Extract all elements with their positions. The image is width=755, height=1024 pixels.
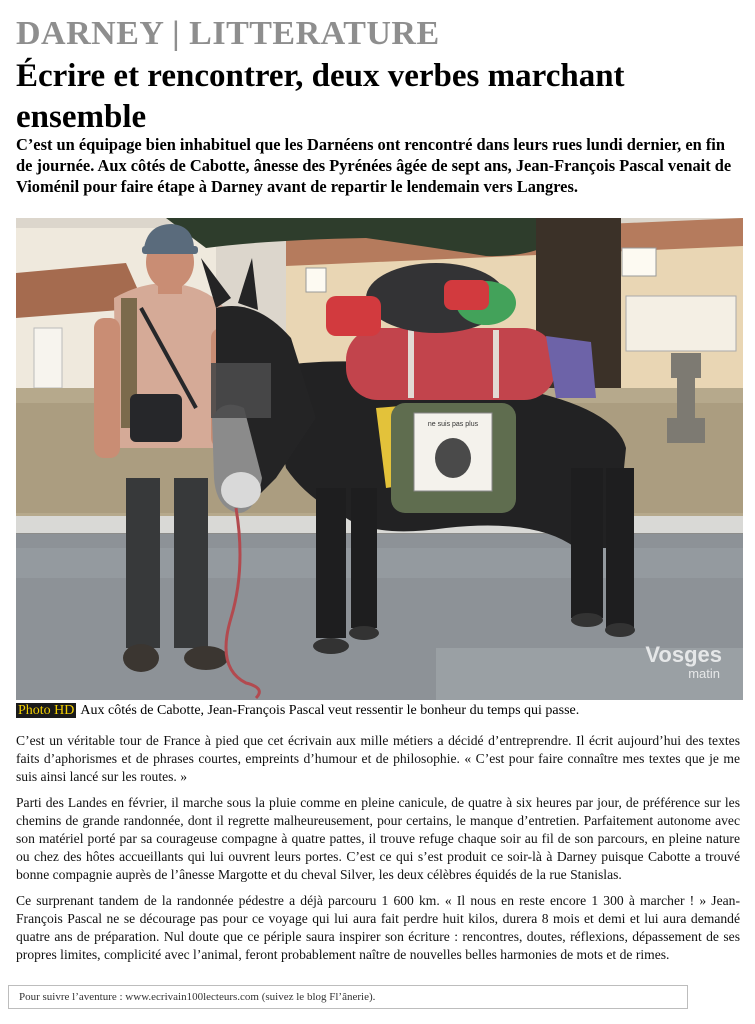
photo-sign-text: ne suis pas plus xyxy=(427,421,479,428)
footer-note: Pour suivre l’aventure : www.ecrivain100lecteurs.com (suivez le blog Fl’ânerie). xyxy=(8,985,688,1009)
photo-hd-tag[interactable]: Photo HD xyxy=(18,703,75,718)
article-paragraph: C’est un véritable tour de France à pied que cet écrivain aux mille métiers a décidé d’entreprendre. Il écrit aujourd’hui des textes faits d’aphorismes et de phrases courtes, empreints d’humour et de philosophie. « C’est pour faire connaître mes textes que je me suis ainsi lancé sur les routes. » xyxy=(16,733,740,784)
photo-watermark-brand: Vosges xyxy=(645,642,722,667)
section-kicker: DARNEY | LITTERATURE xyxy=(16,15,440,52)
article-paragraph: Ce surprenant tandem de la randonnée pédestre a déjà parcouru 1 600 km. « Il nous en reste encore 1 300 à marcher ! » Jean-François Pascal ne se décourage pas pour ce voyage qui lui aura fait perdre huit kilos, durera 8 mois et demi et lui aura demandé quatre ans de préparation. Nul doute que ce périple saura inspirer son écriture : rencontres, doutes, réflexions, dépassement de ses propres limites, complicité avec l’animal, feront probablement naître de nouvelles belles harmonies de mots et de rimes. xyxy=(16,893,740,962)
article-paragraph: Parti des Landes en février, il marche sous la pluie comme en pleine canicule, de quatre à six heures par jour, de préférence sur les chemins de grande randonnée, dont il regrette malheureusement, pour certains, le manque d’entretien. Parfaitement autonome avec son matériel porté par sa courageuse compagne à quatre pattes, il trouve refuge chaque soir au fil de son parcours, en pleine nature ou chez des hôtes accueillants qui lui ouvrent leurs portes. C’est ce qui s’est produit ce soir-là à Darney puisque Cabotte a trouvé bonne compagnie auprès de l’ânesse Margotte et du cheval Silver, les deux célèbres équidés de la rue Stanislas. xyxy=(16,795,740,882)
article-lead: C’est un équipage bien inhabituel que les Darnéens ont rencontré dans leurs rues lundi dernier, en fin de journée. Aux côtés de Cabotte, ânesse des Pyrénées âgée de sept ans, Jean-François Pascal venait de Vioménil pour faire étape à Darney avant de repartir le lendemain vers Langres. xyxy=(16,135,732,196)
photo-caption xyxy=(16,702,746,720)
photo-caption-text: Aux côtés de Cabotte, Jean-François Pascal veut ressentir le bonheur du temps qui passe. xyxy=(80,703,580,718)
article-body xyxy=(16,732,740,972)
photo-watermark-sub: matin xyxy=(688,666,720,681)
article-title: Écrire et rencontrer, deux verbes marchant ensemble xyxy=(16,58,625,135)
article-photo xyxy=(16,218,743,700)
